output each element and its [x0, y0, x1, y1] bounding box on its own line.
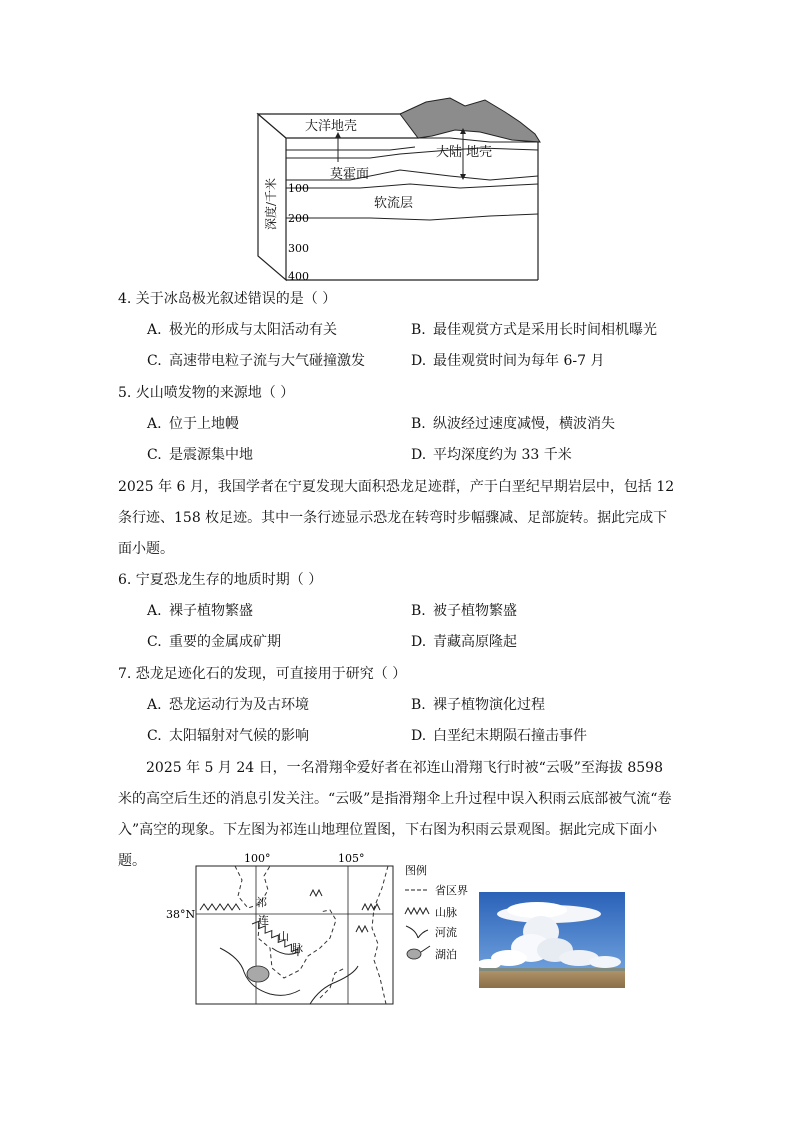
question-4-stem: 4. 关于冰岛极光叙述错误的是（ ）: [118, 291, 337, 307]
question-7-option-d: D. 白垩纪末期陨石撞击事件: [411, 728, 587, 744]
passage-paraglider: 2025 年 5 月 24 日，一名滑翔伞爱好者在祁连山滑翔飞行时被“云吸”至海拔 8598 米的高空后生还的消息引发关注。“云吸”是指滑翔伞上升过程中误入积雨云底部被气流“卷入”高空的现象。下左图为祁连山地理位置图，下右图为积雨云景观图。据此完成下面小题。: [118, 760, 672, 869]
legend-label-boundary: 省区界: [435, 884, 468, 897]
range-name-char: 祁: [256, 896, 267, 909]
lake-icon: [407, 949, 421, 959]
crust-diagram: [250, 92, 550, 284]
question-5-option-b: B. 纵波经过速度减慢，横波消失: [411, 416, 615, 432]
range-name-char: 连: [258, 914, 269, 927]
legend-label-river: 河流: [435, 926, 457, 939]
legend-label-lake: 湖泊: [435, 948, 457, 961]
legend-title: 图例: [405, 864, 427, 877]
question-5-option-d: D. 平均深度约为 33 千米: [411, 447, 572, 463]
lon-100-label: 100°: [244, 852, 271, 865]
question-6-stem: 6. 宁夏恐龙生存的地质时期（ ）: [118, 572, 323, 588]
question-6-option-c: C. 重要的金属成矿期: [147, 634, 281, 650]
question-7-stem: 7. 恐龙足迹化石的发现，可直接用于研究（ ）: [118, 666, 407, 682]
passage-dinosaur: 2025 年 6 月，我国学者在宁夏发现大面积恐龙足迹群，产于白垩纪早期岩层中，包括 12 条行迹、158 枚足迹。其中一条行迹显示恐龙在转弯时步幅骤减、足部旋转。据此完成下面小题。: [118, 479, 675, 557]
question-7-option-c: C. 太阳辐射对气候的影响: [147, 728, 309, 744]
continent-crust-label: 大陆 地壳: [436, 145, 493, 160]
moho-label: 莫霍面: [330, 167, 370, 182]
ocean-crust-label: 大洋地壳: [305, 119, 358, 134]
question-6-option-d: D. 青藏高原隆起: [411, 634, 517, 650]
depth-axis-label: 深度/千米: [264, 177, 278, 230]
lat-38-label: 38°N: [166, 908, 196, 921]
legend-label-mountain: 山脉: [435, 906, 457, 919]
question-5-option-c: C. 是震源集中地: [147, 447, 253, 463]
question-4-option-d: D. 最佳观赏时间为每年 6-7 月: [411, 353, 605, 369]
cumulonimbus-photo: [479, 892, 625, 988]
question-4-option-b: B. 最佳观赏方式是采用长时间相机曝光: [411, 322, 657, 338]
question-7-option-b: B. 裸子植物演化过程: [411, 697, 545, 713]
question-5-option-a: A. 位于上地幔: [147, 416, 239, 432]
depth-tick: 100: [288, 182, 309, 195]
asthenosphere-label: 软流层: [374, 196, 414, 211]
depth-tick: 200: [288, 212, 309, 225]
question-6-option-b: B. 被子植物繁盛: [411, 603, 517, 619]
river-icon: [406, 926, 428, 938]
question-4-option-a: A. 极光的形成与太阳活动有关: [147, 322, 337, 338]
qilian-location-map: [160, 848, 480, 1008]
lon-105-label: 105°: [338, 852, 365, 865]
range-name-char: 山: [278, 930, 289, 943]
question-4-option-c: C. 高速带电粒子流与大气碰撞激发: [147, 353, 365, 369]
depth-tick: 400: [288, 270, 309, 283]
question-5-stem: 5. 火山喷发物的来源地（ ）: [118, 385, 295, 401]
depth-tick: 300: [288, 242, 309, 255]
range-name-char: 脉: [292, 942, 303, 955]
mountain-icon: [405, 908, 429, 914]
question-7-option-a: A. 恐龙运动行为及古环境: [147, 697, 309, 713]
question-6-option-a: A. 裸子植物繁盛: [147, 603, 253, 619]
